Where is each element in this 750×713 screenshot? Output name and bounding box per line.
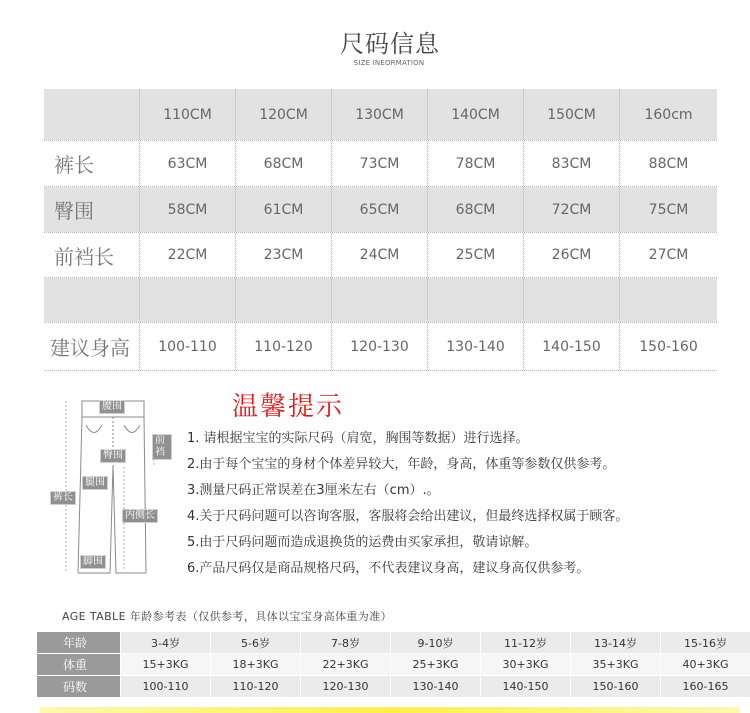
size-column-header: 140CM	[428, 89, 524, 140]
age-cell: 120-130	[301, 676, 391, 698]
age-cell: 7-8岁	[301, 632, 391, 654]
age-cell: 130-140	[391, 676, 481, 698]
note-item: 2.由于每个宝宝的身材个体差异较大，年龄，身高，体重等参数仅供参考。	[187, 457, 616, 472]
table-border-bottom	[44, 370, 717, 371]
size-cell	[524, 233, 620, 277]
size-cell: 68CM	[236, 141, 332, 186]
age-cell: 11-12岁	[481, 632, 571, 654]
size-cell: 88CM	[648, 155, 689, 172]
size-cell-value: 26CM	[542, 243, 602, 267]
size-cell	[620, 233, 717, 277]
size-cell: 72CM	[524, 187, 620, 232]
size-row-height	[44, 323, 717, 370]
size-column-header: 130CM	[332, 89, 428, 140]
note-item: 1. 请根据宝宝的实际尺码（肩宽，胸围等数据）进行选择。	[187, 431, 529, 446]
size-cell: 63CM	[140, 141, 236, 186]
size-cell	[140, 233, 236, 277]
size-cell: 73CM	[332, 141, 428, 186]
size-cell	[428, 278, 524, 322]
note-item: 6.产品尺码仅是商品规格尺码，不代表建议身高，建议身高仅供参考。	[187, 561, 590, 576]
weight-row	[37, 654, 750, 676]
age-row-label: 码数	[37, 676, 121, 698]
age-cell: 9-10岁	[391, 632, 481, 654]
age-cell: 15-16岁	[661, 632, 750, 654]
size-cell	[140, 278, 236, 322]
size-code-row	[37, 676, 750, 698]
size-cell-value: 25CM	[446, 243, 506, 267]
diagram-tag-waist: 腰围	[99, 400, 125, 414]
diagram-tag-thigh: 腿围	[82, 476, 108, 490]
size-row-label: 臀围	[44, 187, 140, 232]
note-item: 3.测量尺码正常误差在3厘米左右（cm）.。	[187, 483, 440, 498]
size-cell-value: 100-110	[148, 335, 227, 359]
age-cell: 15+3KG	[121, 654, 211, 676]
size-cell-value: 140-150	[532, 335, 611, 359]
pants-outline	[42, 395, 172, 585]
age-cell: 100-110	[121, 676, 211, 698]
note-item: 5.由于尺码问题而造成退换货的运费由买家承担，敬请谅解。	[187, 535, 538, 550]
size-row-label	[44, 278, 140, 322]
diagram-tag-hem: 脚围	[80, 555, 106, 569]
size-cell	[524, 323, 620, 370]
age-cell: 110-120	[211, 676, 301, 698]
age-cell: 140-150	[481, 676, 571, 698]
size-cell: 61CM	[236, 187, 332, 232]
size-cell: 65CM	[332, 187, 428, 232]
size-cell	[524, 278, 620, 322]
size-cell	[236, 233, 332, 277]
size-cell: 83CM	[524, 141, 620, 186]
size-cell	[428, 233, 524, 277]
age-cell: 3-4岁	[121, 632, 211, 654]
size-column-header: 150CM	[524, 89, 620, 140]
size-cell-value: 120-130	[340, 335, 419, 359]
age-cell: 13-14岁	[571, 632, 661, 654]
size-cell	[332, 233, 428, 277]
size-header-row	[44, 89, 717, 140]
notes-title: 温馨提示	[232, 392, 345, 422]
size-cell	[236, 278, 332, 322]
size-header-corner	[44, 89, 140, 140]
diagram-tag-inseam: 内侧长	[122, 509, 158, 523]
size-row-label: 裤长	[44, 141, 140, 186]
size-cell-value: 23CM	[254, 243, 314, 267]
age-cell: 25+3KG	[391, 654, 481, 676]
age-cell: 22+3KG	[301, 654, 391, 676]
decorative-yellow-bar	[40, 707, 740, 713]
size-cell-value: 150-160	[629, 335, 708, 359]
size-row-label: 建议身高	[44, 323, 140, 370]
age-table	[37, 632, 750, 698]
size-cell	[140, 323, 236, 370]
diagram-tag-hip: 臀围	[100, 449, 126, 463]
size-cell-value: 110-120	[244, 335, 323, 359]
notes-list	[187, 427, 732, 583]
age-cell: 18+3KG	[211, 654, 301, 676]
page-title: 尺码信息	[340, 30, 440, 58]
size-row-blank	[44, 278, 717, 322]
size-row-length	[44, 141, 717, 186]
size-cell	[620, 278, 717, 322]
age-cell: 35+3KG	[571, 654, 661, 676]
size-cell	[620, 323, 717, 370]
size-cell	[236, 323, 332, 370]
size-table	[44, 89, 717, 371]
size-cell: 58CM	[140, 187, 236, 232]
size-cell	[428, 323, 524, 370]
pants-diagram	[42, 395, 172, 585]
age-row	[37, 632, 750, 654]
size-cell	[332, 278, 428, 322]
size-cell: 78CM	[428, 141, 524, 186]
size-row-front-rise	[44, 233, 717, 277]
age-cell: 5-6岁	[211, 632, 301, 654]
size-cell: 68CM	[428, 187, 524, 232]
age-cell: 40+3KG	[661, 654, 750, 676]
size-column-header: 120CM	[236, 89, 332, 140]
size-cell	[332, 323, 428, 370]
age-cell: 30+3KG	[481, 654, 571, 676]
age-row-label: 年龄	[37, 632, 121, 654]
size-row-hip	[44, 187, 717, 232]
size-column-header: 110CM	[140, 89, 236, 140]
age-cell: 160-165	[661, 676, 750, 698]
diagram-tag-length: 裤长	[50, 491, 76, 505]
age-table-caption: AGE TABLE 年龄参考表（仅供参考，具体以宝宝身高体重为准）	[62, 610, 393, 623]
age-cell: 150-160	[571, 676, 661, 698]
size-column-header: 160cm	[644, 106, 693, 123]
age-row-label: 体重	[37, 654, 121, 676]
size-cell-value: 24CM	[350, 243, 410, 267]
page-subtitle: SIZE INEORMATION	[353, 59, 425, 67]
note-item: 4.关于尺码问题可以咨询客服，客服将会给出建议，但最终选择权属于顾客。	[187, 509, 629, 524]
size-row-label: 前裆长	[44, 233, 140, 277]
size-cell-value: 130-140	[436, 335, 515, 359]
size-cell-value: 22CM	[158, 243, 218, 267]
size-cell: 75CM	[648, 201, 689, 218]
diagram-tag-front-rise: 前裆	[152, 434, 172, 460]
size-cell-value: 27CM	[639, 243, 699, 267]
